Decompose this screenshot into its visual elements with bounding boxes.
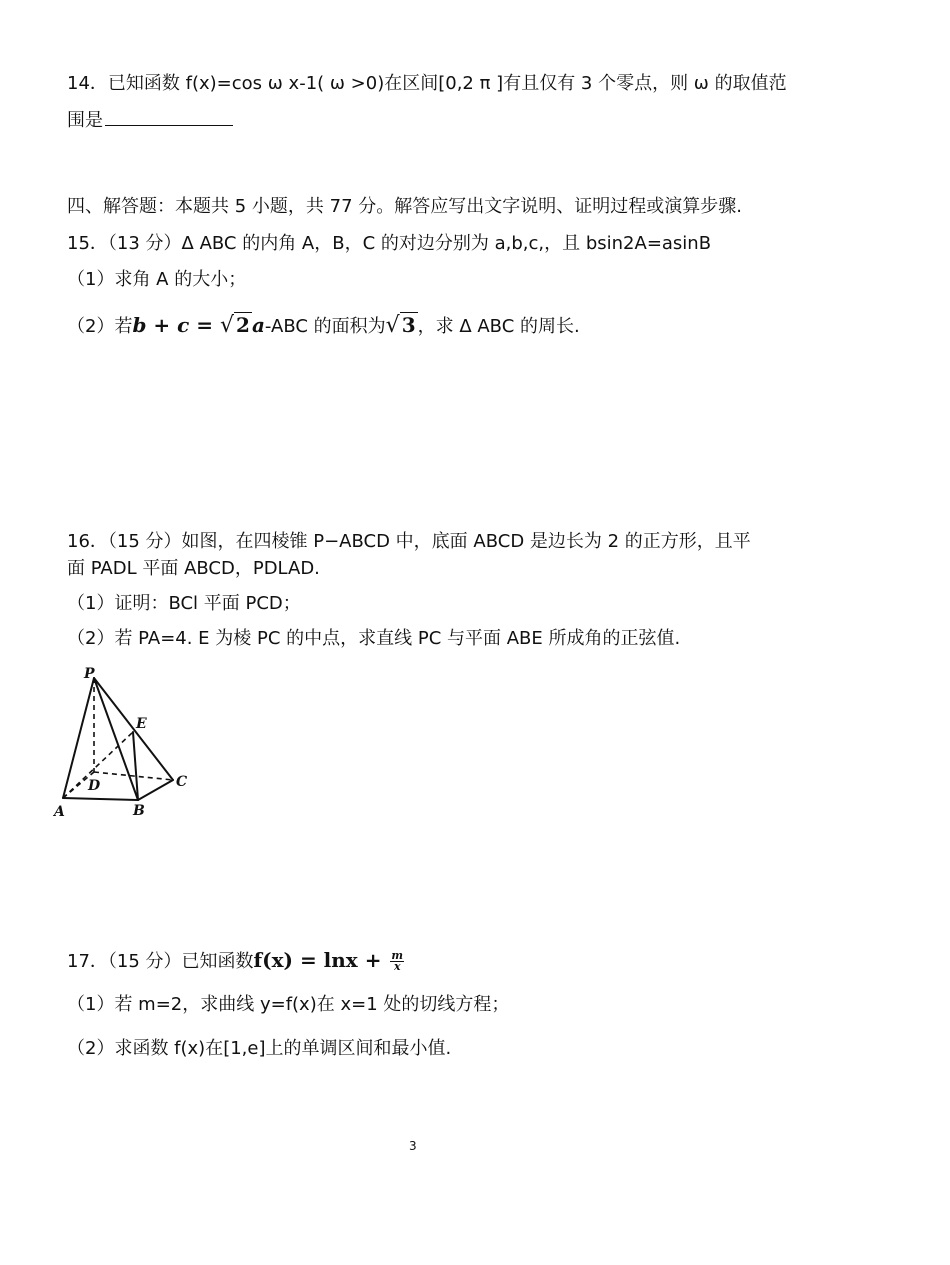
q15-stem: 15．（13 分）Δ ABC 的内角 A，B，C 的对边分别为 a,b,c,，且 bsin2A=asinB bbox=[67, 233, 712, 254]
q16-line1: 16．（15 分）如图，在四棱锥 P−ABCD 中，底面 ABCD 是边长为 2 的正方形，且平 bbox=[67, 531, 751, 552]
q17-fraction bbox=[390, 951, 404, 972]
q15-formula-lhs: b + c = bbox=[132, 313, 220, 337]
label-D: D bbox=[88, 778, 101, 794]
sqrt-symbol: √ bbox=[385, 313, 400, 338]
q15-part2-prefix: （2）若 bbox=[67, 316, 133, 337]
q15-formula-var: a bbox=[251, 313, 265, 337]
q16-part1: （1）证明：BCl 平面 PCD； bbox=[67, 593, 301, 614]
q17-part2: （2）求函数 f(x)在[1,e]上的单调区间和最小值. bbox=[67, 1038, 452, 1059]
pyramid-figure bbox=[50, 662, 200, 822]
q14-line1: 14．已知函数 f(x)=cos ω x-1( ω >0)在区间[0,2 π ]有且仅有 3 个零点，则 ω 的取值范 bbox=[67, 73, 787, 94]
q15-area-radicand: 3 bbox=[401, 313, 416, 337]
page-number: 3 bbox=[409, 1139, 417, 1153]
q17-frac-numerator: m bbox=[391, 949, 404, 962]
q15-area-formula bbox=[386, 313, 418, 337]
label-C: C bbox=[176, 774, 188, 790]
q14-line2 bbox=[67, 107, 233, 133]
q15-sqrt-radicand: 2 bbox=[236, 313, 250, 337]
q17-stem bbox=[67, 948, 404, 974]
q15-part2-formula bbox=[132, 313, 264, 337]
label-P: P bbox=[84, 666, 95, 682]
sqrt-symbol: √ bbox=[219, 313, 235, 338]
label-B: B bbox=[133, 803, 145, 819]
q17-function-formula bbox=[254, 948, 405, 972]
answer-blank bbox=[105, 107, 233, 126]
q17-formula-main: f(x) = lnx + bbox=[253, 948, 389, 972]
edge-AB bbox=[63, 798, 138, 800]
q17-frac-denominator: x bbox=[393, 960, 401, 973]
q16-line2: 面 PADL 平面 ABCD，PDLAD. bbox=[67, 558, 320, 579]
edge-DC bbox=[94, 772, 173, 780]
edge-PC bbox=[94, 678, 173, 780]
edge-PB bbox=[94, 678, 138, 800]
section-heading: 四、解答题：本题共 5 小题，共 77 分。解答应写出文字说明、证明过程或演算步骤. bbox=[67, 196, 742, 217]
q14-line2-text: 围是 bbox=[67, 110, 103, 131]
label-E: E bbox=[136, 716, 147, 732]
label-A: A bbox=[54, 804, 65, 820]
q17-stem-prefix: 17．（15 分）已知函数 bbox=[67, 951, 254, 972]
q15-part2 bbox=[67, 313, 580, 339]
q17-part1: （1）若 m=2，求曲线 y=f(x)在 x=1 处的切线方程； bbox=[67, 994, 510, 1015]
q16-part2: （2）若 PA=4. E 为棱 PC 的中点，求直线 PC 与平面 ABE 所成角的正弦值. bbox=[67, 628, 681, 649]
edge-BC bbox=[138, 780, 173, 800]
q15-part2-mid: -ABC 的面积为 bbox=[264, 316, 386, 337]
q15-part1: （1）求角 A 的大小； bbox=[67, 269, 247, 290]
q15-part2-suffix: ，求 Δ ABC 的周长. bbox=[417, 316, 580, 337]
